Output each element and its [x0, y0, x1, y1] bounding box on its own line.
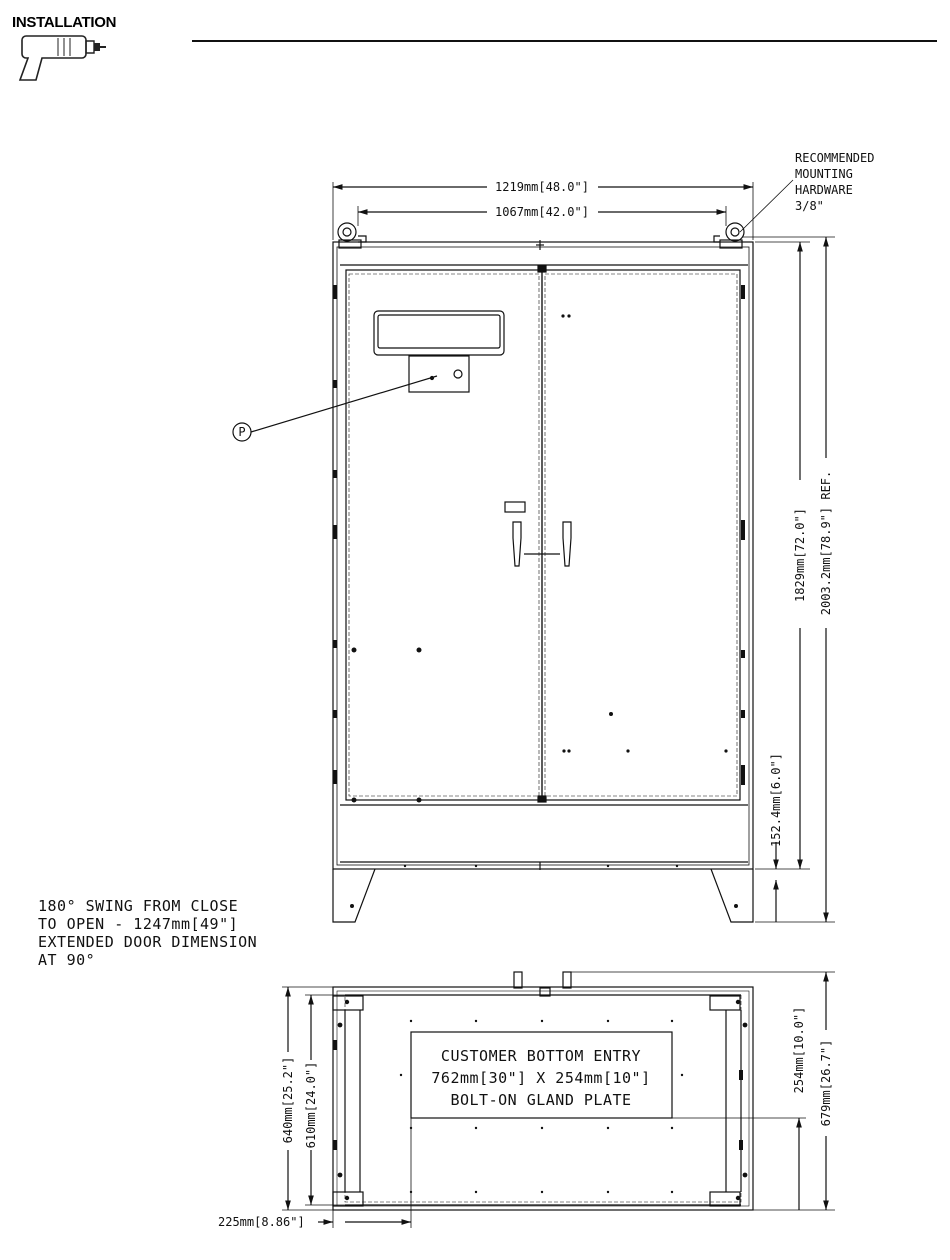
swing-note-line: EXTENDED DOOR DIMENSION	[38, 933, 258, 951]
dim-height-cabinet: 1829mm[72.0"]	[793, 508, 807, 602]
mounting-note-line: RECOMMENDED	[795, 151, 875, 165]
swing-note-line: AT 90°	[38, 951, 96, 969]
dim-depth-overall: 640mm[25.2"]	[281, 1056, 295, 1144]
lifting-eye-left	[338, 223, 366, 248]
dim-height-overall: 2003.2mm[78.9"] REF.	[819, 470, 833, 616]
dim-width-overall: 1219mm[48.0"]	[495, 180, 589, 194]
bottom-handles	[514, 972, 571, 996]
dim-height-base: 152.4mm[6.0"]	[769, 753, 783, 847]
lifting-eye-right	[714, 223, 744, 248]
gland-label-line: 762mm[30"] X 254mm[10"]	[431, 1069, 651, 1087]
mounting-note-line: 3/8"	[795, 199, 824, 213]
gland-label-line: BOLT-ON GLAND PLATE	[450, 1091, 632, 1109]
mounting-note-line: MOUNTING	[795, 167, 853, 181]
foot-left	[333, 869, 375, 922]
gland-label-line: CUSTOMER BOTTOM ENTRY	[440, 1047, 642, 1065]
front-view	[233, 180, 835, 922]
swing-note-line: 180° SWING FROM CLOSE	[38, 897, 239, 915]
foot-right	[711, 869, 753, 922]
dim-depth-gland: 254mm[10.0"]	[792, 1006, 806, 1094]
swing-note	[38, 897, 257, 969]
gland-plate-label	[431, 1047, 650, 1109]
right-door	[542, 270, 740, 800]
panel-plate	[409, 356, 469, 392]
swing-note-line: TO OPEN - 1247mm[49"]	[38, 915, 239, 933]
dim-depth-inner: 610mm[24.0"]	[304, 1061, 318, 1149]
cabinet-outline	[333, 242, 753, 869]
dim-offset-left: 225mm[8.86"]	[218, 1215, 305, 1229]
door-handles	[505, 502, 571, 566]
dim-width-mounting: 1067mm[42.0"]	[495, 205, 589, 219]
section-title: INSTALLATION	[12, 14, 117, 31]
mounting-note-line: HARDWARE	[795, 183, 853, 197]
mounting-hardware-note	[795, 151, 874, 213]
dim-depth-with-handles: 679mm[26.7"]	[819, 1039, 833, 1127]
callout-p-label: P	[238, 425, 246, 439]
